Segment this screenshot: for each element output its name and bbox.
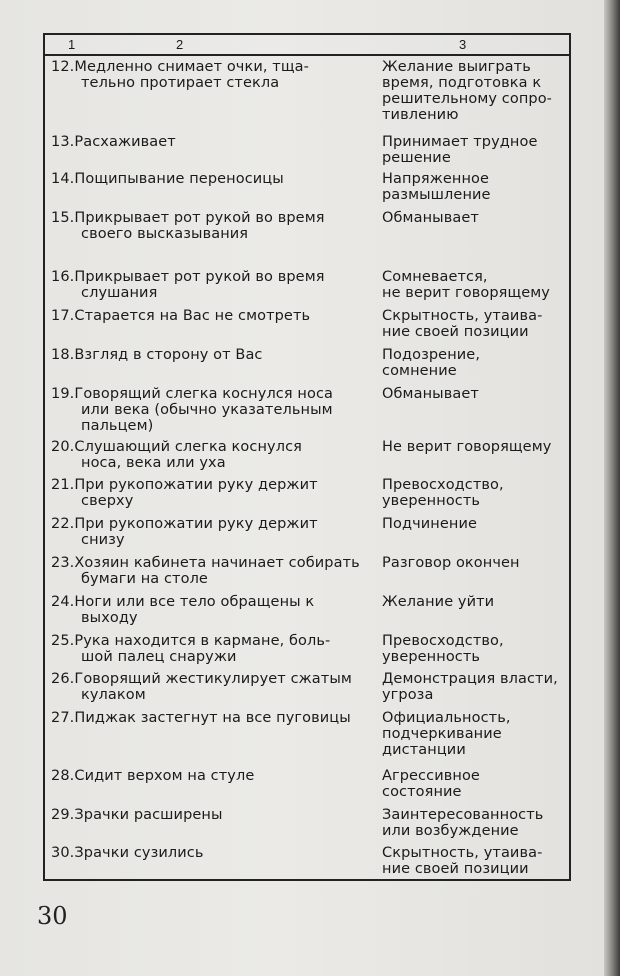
- description-line: сверху: [81, 493, 134, 509]
- meaning-line: угроза: [382, 687, 434, 703]
- row-number: 27.: [51, 710, 75, 726]
- gesture-description: [51, 210, 376, 242]
- meaning-line: Не верит говорящему: [382, 439, 552, 455]
- description-line: 22.При рукопожатии руку держит: [51, 516, 318, 532]
- meaning-line: Заинтересованность: [382, 807, 544, 823]
- gesture-description: [51, 347, 376, 363]
- gesture-description: [51, 308, 376, 324]
- description-line: 23.Хозяин кабинета начинает собирать: [51, 555, 360, 571]
- gesture-meaning: [382, 633, 564, 665]
- meaning-line: Превосходство,: [382, 633, 504, 649]
- gesture-description: [51, 671, 376, 703]
- meaning-line: не верит говорящему: [382, 285, 550, 301]
- gesture-meaning: [382, 439, 564, 455]
- gesture-description: [51, 171, 376, 187]
- row-number: 19.: [51, 386, 75, 402]
- meaning-line: уверенность: [382, 493, 481, 509]
- row-number: 13.: [51, 134, 75, 150]
- description-line: своего высказывания: [81, 226, 249, 242]
- row-number: 12.: [51, 59, 75, 75]
- row-number: 30.: [51, 845, 75, 861]
- gesture-meaning: [382, 710, 564, 758]
- description-line: слушания: [81, 285, 158, 301]
- header-col-1: 1: [68, 37, 76, 52]
- meaning-line: подчеркивание: [382, 726, 502, 742]
- description-line: 25.Рука находится в кармане, боль-: [51, 633, 331, 649]
- gesture-meaning: [382, 516, 564, 532]
- meaning-line: решение: [382, 150, 451, 166]
- description-line: 16.Прикрывает рот рукой во время: [51, 269, 325, 285]
- description-line: 21.При рукопожатии руку держит: [51, 477, 318, 493]
- row-number: 25.: [51, 633, 75, 649]
- meaning-line: Желание выиграть: [382, 59, 531, 75]
- gesture-description: [51, 555, 376, 587]
- gesture-meaning: [382, 807, 564, 839]
- meaning-line: Агрессивное: [382, 768, 480, 784]
- meaning-line: сомнение: [382, 363, 457, 379]
- gesture-description: [51, 516, 376, 548]
- gesture-meaning: [382, 671, 564, 703]
- meaning-line: Демонстрация власти,: [382, 671, 558, 687]
- meaning-line: Превосходство,: [382, 477, 504, 493]
- gesture-description: [51, 477, 376, 509]
- gesture-meaning: [382, 269, 564, 301]
- meaning-line: ние своей позиции: [382, 861, 529, 877]
- gesture-meaning: [382, 386, 564, 402]
- description-line: или века (обычно указательным: [81, 402, 333, 418]
- meaning-line: Скрытность, утаива-: [382, 308, 543, 324]
- description-line: 12.Медленно снимает очки, тща-: [51, 59, 309, 75]
- meaning-line: решительному сопро-: [382, 91, 553, 107]
- meaning-line: Принимает трудное: [382, 134, 538, 150]
- meaning-line: Желание уйти: [382, 594, 495, 610]
- description-line: 26.Говорящий жестикулирует сжатым: [51, 671, 352, 687]
- gesture-meaning: [382, 134, 564, 166]
- gesture-meaning: [382, 555, 564, 571]
- meaning-line: уверенность: [382, 649, 481, 665]
- gesture-description: [51, 633, 376, 665]
- description-line: 30.Зрачки сузились: [51, 845, 204, 861]
- gesture-description: [51, 594, 376, 626]
- description-line: бумаги на столе: [81, 571, 208, 587]
- meaning-line: тивлению: [382, 107, 459, 123]
- description-line: 24.Ноги или все тело обращены к: [51, 594, 315, 610]
- row-number: 18.: [51, 347, 75, 363]
- row-number: 14.: [51, 171, 75, 187]
- row-number: 24.: [51, 594, 75, 610]
- description-line: пальцем): [81, 418, 154, 434]
- gesture-table: [43, 33, 571, 881]
- gesture-meaning: [382, 347, 564, 379]
- meaning-line: Подозрение,: [382, 347, 481, 363]
- meaning-line: состояние: [382, 784, 462, 800]
- meaning-line: дистанции: [382, 742, 466, 758]
- row-number: 17.: [51, 308, 75, 324]
- page-number: 30: [37, 902, 68, 930]
- row-number: 28.: [51, 768, 75, 784]
- gesture-description: [51, 269, 376, 301]
- gesture-meaning: [382, 308, 564, 340]
- meaning-line: Скрытность, утаива-: [382, 845, 543, 861]
- header-col-3: 3: [459, 37, 467, 52]
- description-line: 19.Говорящий слегка коснулся носа: [51, 386, 334, 402]
- gesture-description: [51, 807, 376, 823]
- meaning-line: Обманывает: [382, 210, 479, 226]
- description-line: носа, века или уха: [81, 455, 226, 471]
- gesture-description: [51, 768, 376, 784]
- meaning-line: время, подготовка к: [382, 75, 542, 91]
- table-body: [45, 56, 569, 879]
- gesture-description: [51, 439, 376, 471]
- gesture-description: [51, 386, 376, 434]
- meaning-line: Обманывает: [382, 386, 479, 402]
- description-line: 28.Сидит верхом на стуле: [51, 768, 255, 784]
- description-line: 13.Расхаживает: [51, 134, 176, 150]
- description-line: 17.Старается на Вас не смотреть: [51, 308, 311, 324]
- description-line: тельно протирает стекла: [81, 75, 280, 91]
- row-number: 22.: [51, 516, 75, 532]
- gesture-meaning: [382, 768, 564, 800]
- row-number: 15.: [51, 210, 75, 226]
- description-line: шой палец снаружи: [81, 649, 237, 665]
- gesture-description: [51, 59, 376, 91]
- gesture-meaning: [382, 171, 564, 203]
- table-header: [45, 35, 569, 56]
- row-number: 26.: [51, 671, 75, 687]
- meaning-line: Подчинение: [382, 516, 478, 532]
- gesture-description: [51, 134, 376, 150]
- row-number: 20.: [51, 439, 75, 455]
- description-line: 20.Слушающий слегка коснулся: [51, 439, 302, 455]
- header-col-2: 2: [176, 37, 184, 52]
- meaning-line: ние своей позиции: [382, 324, 529, 340]
- gesture-description: [51, 845, 376, 861]
- gesture-description: [51, 710, 376, 726]
- description-line: снизу: [81, 532, 125, 548]
- meaning-line: или возбуждение: [382, 823, 519, 839]
- description-line: 15.Прикрывает рот рукой во время: [51, 210, 325, 226]
- meaning-line: Официальность,: [382, 710, 511, 726]
- description-line: 14.Пощипывание переносицы: [51, 171, 284, 187]
- description-line: 29.Зрачки расширены: [51, 807, 223, 823]
- row-number: 23.: [51, 555, 75, 571]
- book-binding-edge: [604, 0, 620, 976]
- row-number: 16.: [51, 269, 75, 285]
- meaning-line: Напряженное: [382, 171, 490, 187]
- gesture-meaning: [382, 210, 564, 226]
- gesture-meaning: [382, 59, 564, 123]
- gesture-meaning: [382, 845, 564, 877]
- description-line: 18.Взгляд в сторону от Вас: [51, 347, 263, 363]
- meaning-line: Разговор окончен: [382, 555, 520, 571]
- description-line: 27.Пиджак застегнут на все пуговицы: [51, 710, 351, 726]
- row-number: 21.: [51, 477, 75, 493]
- meaning-line: Сомневается,: [382, 269, 488, 285]
- gesture-meaning: [382, 594, 564, 610]
- meaning-line: размышление: [382, 187, 491, 203]
- gesture-meaning: [382, 477, 564, 509]
- row-number: 29.: [51, 807, 75, 823]
- description-line: кулаком: [81, 687, 146, 703]
- description-line: выходу: [81, 610, 138, 626]
